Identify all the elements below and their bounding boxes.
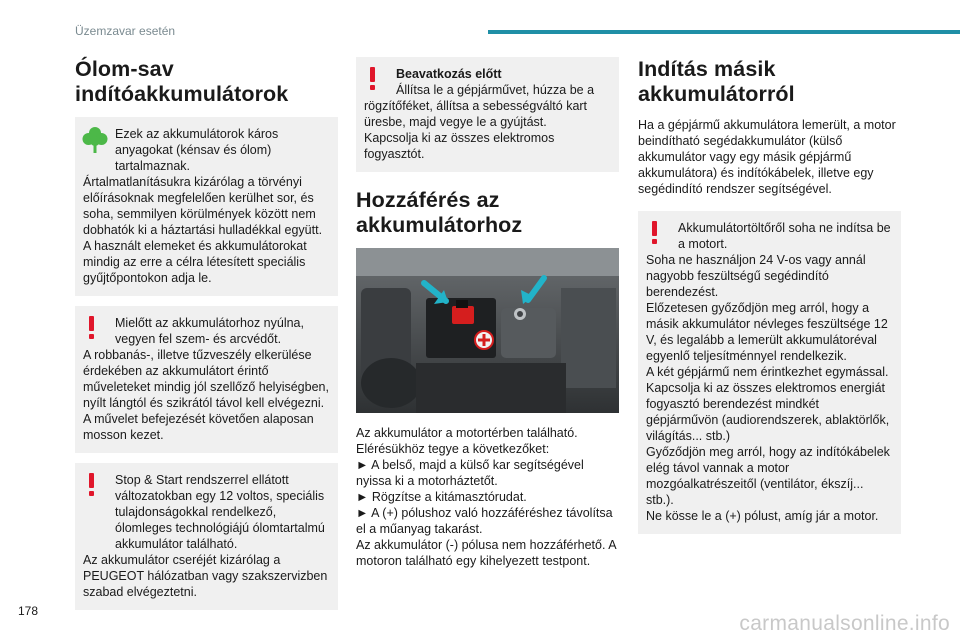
warning-box-jump-start [638,211,901,534]
column-1 [75,57,338,620]
jump-start-warning-lead: Akkumulátortöltőről soha ne indítsa be a motort. [678,221,891,251]
heading-jump-start: Indítás másik akkumulátorról [638,57,795,106]
before-intervention-body: Kapcsolja ki az összes elektromos fogyasztót. [364,131,555,161]
column-2 [356,57,619,569]
page-number: 178 [18,604,39,618]
eco-note-lead: Ezek az akkumulátorok káros anyagokat (kénsav és ólom) tartalmaznak. [115,127,279,173]
battery-access-text: Az akkumulátor a motortérben található. Elérésükhöz tegye a következőket: ► A belső, majd a külső kar segítségével nyissa ki a motorháztetőt. ► Rögzítse a kitámasztórudat. ► A (+) pólushoz való hozzáféréshez távolítsa el a műanyag takarást. Az akkumulátor (-) pólusa nem hozzáférhető. A motoron található egy kihelyezett testpont. [356,426,616,568]
before-intervention-heading: Beavatkozás előtt [396,67,502,81]
heading-lead-acid-batteries: Ólom-sav indítóakkumulátorok [75,57,289,106]
before-intervention-box [356,57,619,172]
exclamation-icon [370,67,375,90]
warning-protection-lead: Mielőtt az akkumulátorhoz nyúlna, vegyen fel szem- és arcvédőt. [115,316,304,346]
eco-note-box [75,117,338,296]
watermark: carmanualsonline.info [739,612,950,635]
eco-note-body: Ártalmatlanításukra kizárólag a törvényi előírásoknak megfelelően kerülhet sor, és soha, semmilyen körülmények között nem dobhatók ki a háztartási hulladékkal együtt. A használt elemeket és akkumulátorokat mindig az erre a célra létesített speciális gyűjtőpontokon adja le. [83,175,323,285]
engine-bay-illustration [356,248,619,413]
exclamation-icon [652,221,657,244]
exclamation-icon [89,473,94,496]
engine-bay-photo [356,248,619,413]
jump-start-intro: Ha a gépjármű akkumulátora lemerült, a motor beindítható segédakkumulátor (külső akkumulátor vagy egy másik gépjármű akkumulátora) és indítókábelek, illetve egy segédindító rendszer segítségével. [638,118,896,196]
column-3 [638,57,901,544]
leaf-icon [82,126,108,154]
jump-start-warning-body: Soha ne használjon 24 V-os vagy annál nagyobb feszültségű segédindító berendezést. Előzetesen győződjön meg arról, hogy a másik akkumulátor névleges feszültsége 12 V, és legalább a lemerült akkumulátoréval egyenlő teljesítménnyel rendelkezik. A két gépjármű nem érintkezhet egymással. Kapcsolja ki az összes elektromos energiát fogyasztó berendezést mindkét gépjárművön (audiorendszerek, ablaktörlők, világítás... stb.) Győződjön meg arról, hogy az indítókábelek elég távol vannak a motor mozgóalkatrészeitől (ventilátor, ékszíj... stb.). Ne kösse le a (+) pólust, amíg jár a motor. [646,253,890,523]
header-accent-bar [488,30,960,34]
warning-box-stop-start [75,463,338,610]
header-section-title: Üzemzavar esetén [75,24,176,38]
warning-protection-body: A robbanás-, illetve tűzveszély elkerülése érdekében az akkumulátort érintő műveleteket mindig jól szellőző helyiségben, nyílt lángtól és szikrától távol kell elvégezni. A művelet befejezését követően alaposan mosson kezet. [83,348,329,442]
warning-box-protection [75,306,338,453]
warning-stop-start-body: Az akkumulátor cseréjét kizárólag a PEUGEOT hálózatban vagy szakszervizben szabad elvégeztetni. [83,553,328,599]
before-intervention-lead: Állítsa le a gépjárművet, húzza be a rögzítőféket, állítsa a sebességváltó kart üresbe, majd vegye le a gyújtást. [364,83,595,129]
heading-battery-access: Hozzáférés az akkumulátorhoz [356,188,523,237]
warning-stop-start-lead: Stop & Start rendszerrel ellátott változatokban egy 12 voltos, speciális tulajdonságokkal rendelkező, ólomleges technológiájú ólomtartalmú akkumulátor található. [115,473,325,551]
exclamation-icon [89,316,94,339]
